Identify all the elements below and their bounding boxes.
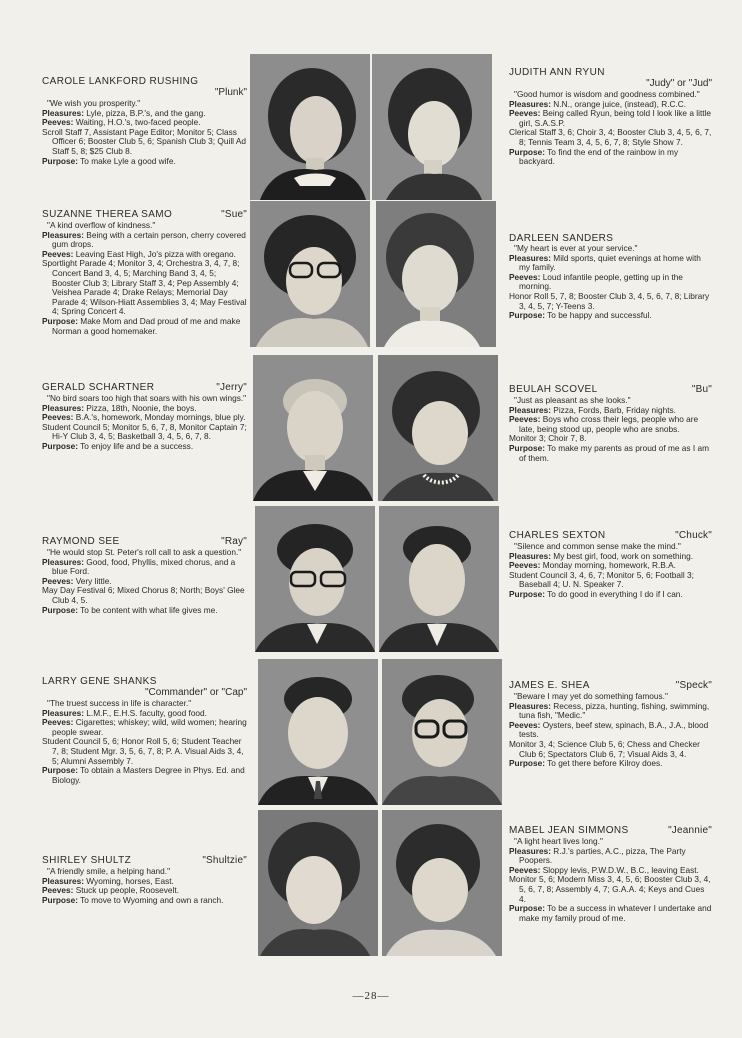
name-row	[42, 382, 247, 393]
purpose-label: Purpose:	[42, 604, 78, 615]
pleasures-line	[509, 702, 712, 721]
pleasures-text: R.J.'s parties, A.C., pizza, The Party Poopers.	[519, 845, 686, 866]
pleasures-label: Pleasures:	[509, 252, 551, 263]
peeves-line	[509, 415, 712, 434]
student-quote: "Beware I may yet do something famous."	[514, 691, 668, 701]
student-nickname: "Speck"	[675, 680, 712, 691]
pleasures-label: Pleasures:	[509, 98, 551, 109]
purpose-line	[42, 896, 247, 906]
activities-text: Sportlight Parade 4; Monitor 3, 4; Orchestra 3, 4, 7, 8; Concert Band 3, 4, 5; Marching Band 3, 4, 5; Booster Club 3; Library Staff 3, 4; Pep Assembly 4; Veishea Parade 4; Drake Relays; Memorial Day Parade 4; Wilson-Hiatt Assemblies 3, 4; May Festival 4; Spring Concert 4.	[42, 258, 247, 317]
senior-entry	[42, 676, 247, 785]
portrait-scovel	[378, 355, 498, 501]
boy-portrait-icon	[379, 506, 499, 652]
purpose-text: To do good in everything I do if I can.	[547, 588, 683, 599]
page-number: —28—	[352, 990, 390, 1002]
student-nickname: "Jeannie"	[668, 825, 712, 836]
name-row	[509, 530, 712, 541]
name-row	[42, 536, 247, 547]
girl-portrait-icon	[372, 54, 492, 200]
student-quote: "A kind overflow of kindness."	[47, 220, 156, 230]
pleasures-text: L.M.F., E.H.S. faculty, good food.	[86, 707, 207, 718]
portrait-ryun	[372, 54, 492, 200]
peeves-text: Very little.	[75, 575, 112, 586]
senior-entry	[42, 855, 247, 905]
student-name: SHIRLEY SHULTZ	[42, 855, 132, 866]
boy-portrait-icon	[258, 659, 378, 805]
student-quote: "He would stop St. Peter's roll call to ask a question."	[47, 547, 242, 557]
peeves-line	[509, 273, 712, 292]
student-name: SUZANNE THEREA SAMO	[42, 209, 173, 220]
pleasures-label: Pleasures:	[509, 700, 551, 711]
portrait-rushing	[250, 54, 370, 200]
activities-text: May Day Festival 6; Mixed Chorus 8; North; Boys' Glee Club 4, 5.	[42, 585, 245, 605]
student-name: RAYMOND SEE	[42, 536, 120, 547]
pleasures-line	[509, 847, 712, 866]
senior-entry	[509, 680, 712, 769]
purpose-line	[42, 157, 247, 167]
senior-entry	[42, 209, 247, 336]
senior-entry	[509, 233, 712, 321]
peeves-line	[509, 109, 712, 128]
peeves-label: Peeves:	[509, 864, 541, 875]
pleasures-text: Wyoming, horses, East.	[86, 875, 174, 886]
senior-entry	[42, 382, 247, 452]
student-quote: "My heart is ever at your service."	[514, 243, 638, 253]
peeves-text: Loud infantile people, getting up in the morning.	[519, 271, 683, 292]
student-nickname: "Judy" or "Jud"	[646, 78, 712, 89]
purpose-label: Purpose:	[42, 765, 78, 776]
purpose-text: To be content with what life gives me.	[80, 604, 218, 615]
activities-text: Clerical Staff 3, 6; Choir 3, 4; Booster Club 3, 4, 5, 6, 7, 8; Tennis Team 3, 4, 5, 6, 7, 8; Style Show 7.	[509, 127, 712, 147]
student-nickname: "Sue"	[221, 209, 247, 220]
purpose-line	[509, 444, 712, 463]
student-quote: "A light heart lives long."	[514, 836, 603, 846]
purpose-text: To move to Wyoming and own a ranch.	[80, 894, 224, 905]
peeves-label: Peeves:	[42, 575, 74, 586]
pleasures-text: Good, food, Phyllis, mixed chorus, and a blue Ford.	[52, 556, 236, 577]
peeves-label: Peeves:	[509, 414, 541, 425]
girl-portrait-icon	[378, 355, 498, 501]
peeves-text: Oysters, beef stew, spinach, B.A., J.A., blood tests.	[519, 719, 709, 740]
pleasures-label: Pleasures:	[42, 556, 84, 567]
name-row	[509, 825, 712, 836]
student-nickname: "Chuck"	[675, 530, 712, 541]
portrait-shea	[382, 659, 502, 805]
student-quote: "The truest success in life is character."	[47, 698, 192, 708]
pleasures-text: Pizza, 18th, Noonie, the boys.	[86, 402, 197, 413]
student-name: GERALD SCHARTNER	[42, 382, 155, 393]
name-row	[42, 855, 247, 866]
pleasures-label: Pleasures:	[509, 550, 551, 561]
activities-text: Monitor 3; Choir 7, 8.	[509, 433, 587, 444]
portrait-shultz	[258, 810, 378, 956]
activities-text: Student Council 5; Monitor 5, 6, 7, 8, Monitor Captain 7; Hi-Y Club 3, 4, 5; Basketball 3, 4, 5, 6, 7, 8.	[42, 421, 247, 442]
pleasures-text: Recess, pizza, hunting, fishing, swimming, tuna fish, "Medic."	[519, 700, 710, 721]
purpose-label: Purpose:	[42, 315, 78, 326]
pleasures-text: Mild sports, quiet evenings at home with my family.	[519, 252, 701, 273]
pleasures-line	[42, 231, 247, 250]
peeves-label: Peeves:	[509, 560, 541, 571]
student-name: DARLEEN SANDERS	[509, 233, 614, 244]
portrait-see	[255, 506, 375, 652]
pleasures-text: Pizza, Fords, Barb, Friday nights.	[553, 404, 676, 415]
purpose-line	[509, 759, 712, 769]
peeves-label: Peeves:	[42, 412, 74, 423]
purpose-label: Purpose:	[42, 894, 78, 905]
girl-portrait-icon	[382, 810, 502, 956]
student-name: LARRY GENE SHANKS	[42, 676, 157, 687]
student-nickname: "Bu"	[691, 384, 712, 395]
peeves-line	[42, 718, 247, 737]
purpose-text: To be a success in whatever I undertake and make my family proud of me.	[519, 903, 712, 923]
purpose-line	[509, 590, 712, 600]
purpose-label: Purpose:	[509, 588, 545, 599]
pleasures-text: N.N., orange juice, (instead), R.C.C.	[553, 98, 687, 109]
boy-portrait-icon	[382, 659, 502, 805]
girl-portrait-icon	[250, 54, 370, 200]
portrait-sanders	[376, 201, 496, 347]
student-nickname: "Shultzie"	[202, 855, 247, 866]
purpose-line	[42, 442, 247, 452]
pleasures-line	[509, 254, 712, 273]
boy-portrait-icon	[253, 355, 373, 501]
purpose-text: Make Mom and Dad proud of me and make Norman a good homemaker.	[52, 315, 241, 336]
purpose-line	[42, 606, 247, 616]
senior-entry	[509, 530, 712, 600]
purpose-line	[509, 148, 712, 167]
student-name: JUDITH ANN RYUN	[509, 67, 605, 78]
senior-entry	[509, 825, 712, 923]
student-name: JAMES E. SHEA	[509, 680, 590, 691]
pleasures-text: My best girl, food, work on something.	[553, 550, 694, 561]
activities-text: Student Council 5, 6; Honor Roll 5, 6; Student Teacher 7, 8; Student Mgr. 3, 5, 6, 7, 8; P. A. Visual Aids 3, 4, 5; Alumni Assembly 7.	[42, 736, 244, 766]
student-quote: "Good humor is wisdom and goodness combined."	[514, 89, 700, 99]
purpose-line	[42, 766, 247, 785]
student-quote: "Just as pleasant as she looks."	[514, 395, 631, 405]
pleasures-label: Pleasures:	[42, 107, 84, 118]
purpose-label: Purpose:	[509, 903, 545, 914]
activities-text: Student Council 3, 4, 6, 7; Monitor 5, 6; Football 3; Baseball 4; U. N. Speaker 7.	[509, 569, 694, 590]
purpose-text: To make my parents as proud of me as I am of them.	[519, 442, 709, 463]
pleasures-label: Pleasures:	[42, 707, 84, 718]
purpose-label: Purpose:	[509, 310, 545, 321]
purpose-label: Purpose:	[509, 758, 545, 769]
peeves-label: Peeves:	[42, 248, 74, 259]
portrait-samo	[250, 201, 370, 347]
peeves-text: Monday morning, homework, R.B.A.	[542, 560, 676, 571]
portrait-schartner	[253, 355, 373, 501]
peeves-label: Peeves:	[42, 117, 74, 128]
peeves-text: Leaving East High, Jo's pizza with oregano.	[75, 248, 236, 259]
student-name: MABEL JEAN SIMMONS	[509, 825, 629, 836]
pleasures-line	[42, 558, 247, 577]
peeves-label: Peeves:	[509, 719, 541, 730]
activities-text: Scroll Staff 7, Assistant Page Editor; Monitor 5; Class Officer 6; Booster Club 5, 6; Spanish Club 3; Quill Ad Staff 5, 8; $25 Club 8.	[42, 126, 247, 156]
peeves-label: Peeves:	[509, 108, 541, 119]
girl-portrait-icon	[250, 201, 370, 347]
peeves-text: Cigarettes; whiskey; wild, wild women; hearing people swear.	[52, 717, 247, 737]
pleasures-label: Pleasures:	[509, 404, 551, 415]
girl-portrait-icon	[258, 810, 378, 956]
senior-entry	[42, 536, 247, 615]
student-nickname: "Jerry"	[216, 382, 247, 393]
peeves-text: Sloppy levis, P.W.D.W., B.C., leaving East.	[542, 864, 699, 875]
purpose-text: To be happy and successful.	[547, 310, 652, 321]
activities-text: Honor Roll 5, 7, 8; Booster Club 3, 4, 5, 6, 7, 8; Library 3, 4, 5, 7; Y-Teens 3.	[509, 290, 710, 311]
student-nickname: "Plunk"	[214, 87, 247, 98]
purpose-line	[509, 904, 712, 923]
peeves-label: Peeves:	[42, 885, 74, 896]
peeves-text: Being called Ryun, being told I look like a little girl, S.A.S.P.	[519, 108, 712, 128]
purpose-text: To find the end of the rainbow in my backyard.	[519, 146, 679, 167]
student-nickname: "Commander" or "Cap"	[144, 687, 247, 698]
pleasures-label: Pleasures:	[42, 402, 84, 413]
girl-portrait-icon	[376, 201, 496, 347]
purpose-label: Purpose:	[42, 440, 78, 451]
peeves-label: Peeves:	[42, 717, 74, 728]
pleasures-label: Pleasures:	[42, 875, 84, 886]
pleasures-label: Pleasures:	[509, 845, 551, 856]
peeves-text: Waiting, H.O.'s, two-faced people.	[75, 117, 201, 128]
student-quote: "No bird soars too high that soars with his own wings."	[47, 393, 247, 403]
purpose-text: To get there before Kilroy does.	[547, 758, 663, 769]
portrait-shanks	[258, 659, 378, 805]
peeves-label: Peeves:	[509, 271, 541, 282]
purpose-label: Purpose:	[509, 442, 545, 453]
student-quote: "A friendly smile, a helping hand."	[47, 866, 171, 876]
senior-entry	[509, 384, 712, 463]
purpose-text: To make Lyle a good wife.	[80, 155, 176, 166]
student-quote: "We wish you prosperity."	[47, 98, 141, 108]
pleasures-text: Being with a certain person, cherry covered gum drops.	[52, 229, 246, 250]
purpose-text: To enjoy life and be a success.	[80, 440, 194, 451]
pleasures-text: Lyle, pizza, B.P.'s, and the gang.	[86, 107, 206, 118]
student-name: BEULAH SCOVEL	[509, 384, 598, 395]
peeves-line	[509, 721, 712, 740]
student-quote: "Silence and common sense make the mind."	[514, 541, 681, 551]
peeves-text: B.A.'s, homework, Monday mornings, blue ply.	[75, 412, 246, 423]
senior-entry	[509, 67, 712, 167]
purpose-text: To obtain a Masters Degree in Phys. Ed. and Biology.	[52, 765, 245, 785]
name-row	[509, 384, 712, 395]
purpose-line	[42, 317, 247, 336]
boy-portrait-icon	[255, 506, 375, 652]
portrait-simmons	[382, 810, 502, 956]
activities-text: Monitor 5, 6; Modern Miss 3, 4, 5, 6; Booster Club 3, 4, 5, 6, 7, 8; Assembly 4, 7; G.A.A. 4; Keys and Cues 4.	[509, 874, 711, 904]
student-name: CAROLE LANKFORD RUSHING	[42, 76, 199, 87]
activities-text: Monitor 3, 4; Science Club 5, 6; Chess and Checker Club 6; Spectators Club 6, 7; Visual Aids 3, 4.	[509, 738, 700, 759]
purpose-label: Purpose:	[42, 155, 78, 166]
portrait-sexton	[379, 506, 499, 652]
peeves-text: Boys who cross their legs, people who are late, being stood up, people who are snobs.	[519, 414, 699, 434]
student-nickname: "Ray"	[221, 536, 247, 547]
pleasures-label: Pleasures:	[42, 229, 84, 240]
senior-entry	[42, 76, 247, 166]
student-name: CHARLES SEXTON	[509, 530, 606, 541]
peeves-text: Stuck up people, Roosevelt.	[75, 885, 180, 896]
purpose-label: Purpose:	[509, 146, 545, 157]
purpose-line	[509, 311, 712, 321]
name-row	[42, 209, 247, 220]
name-row	[509, 680, 712, 691]
